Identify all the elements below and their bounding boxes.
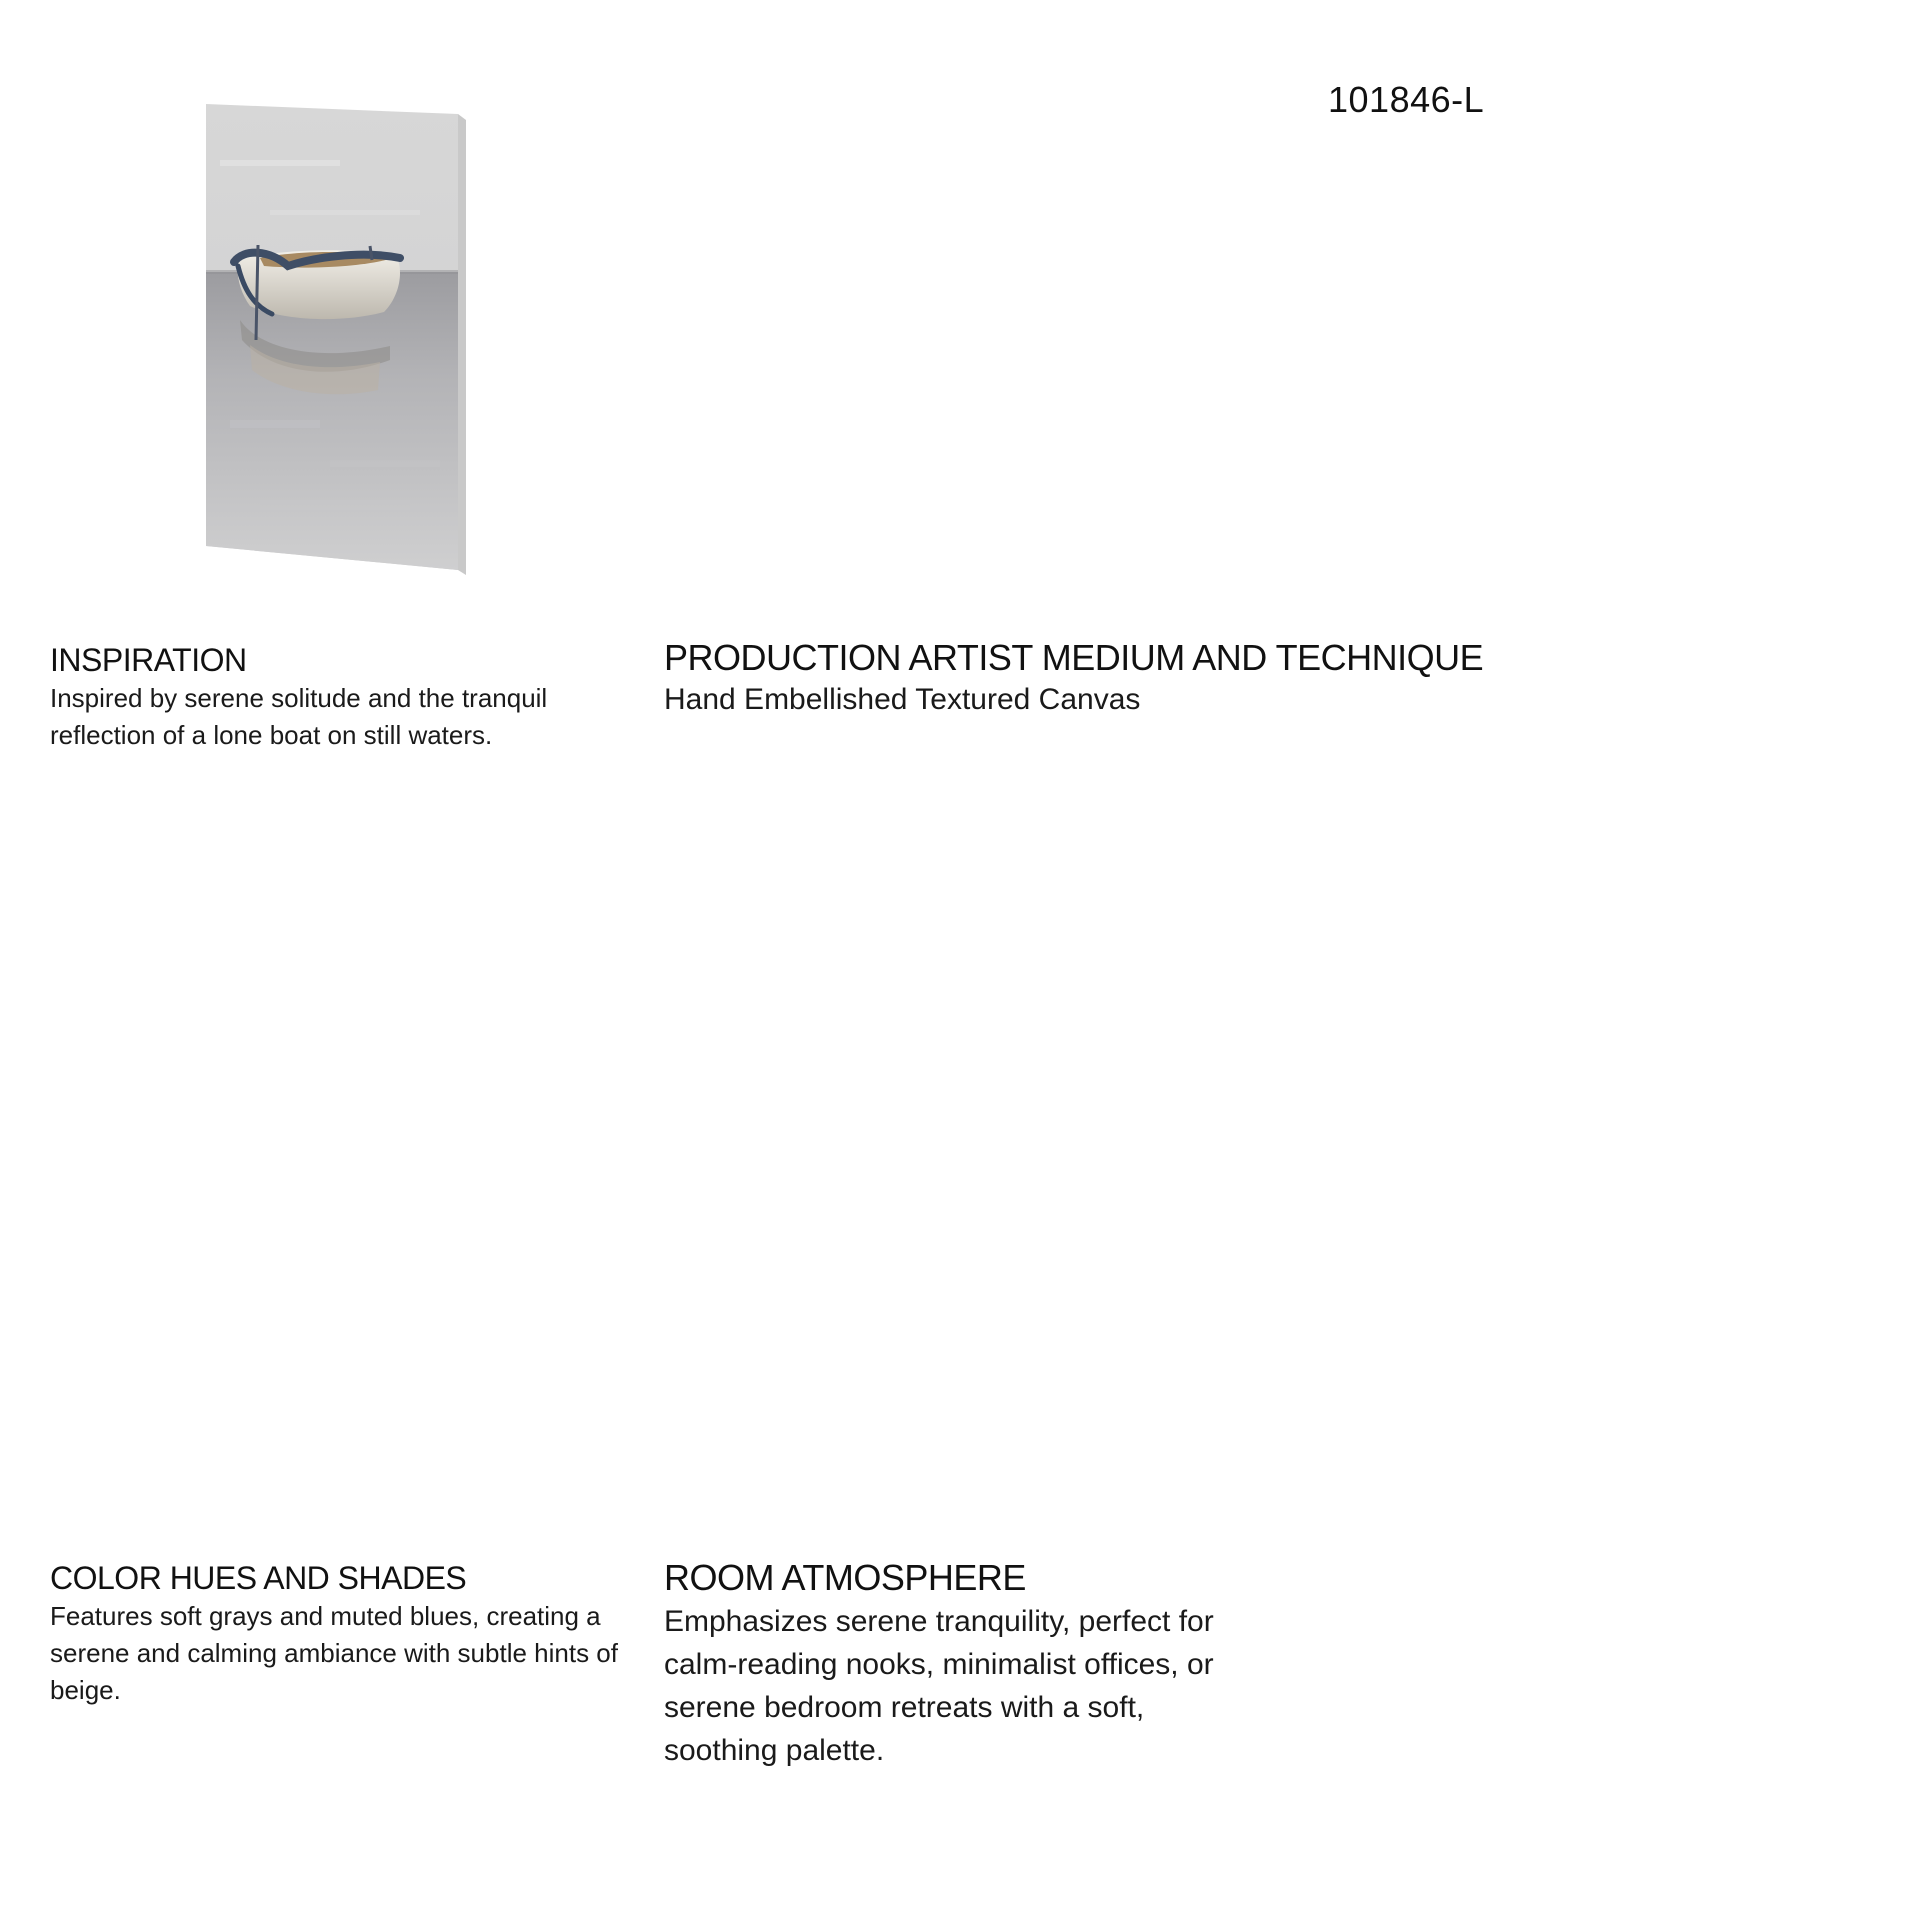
inspiration-text: Inspired by serene solitude and the tranquil reflection of a lone boat on still waters. [50, 683, 548, 750]
color-hues-text: Features soft grays and muted blues, creating a serene and calming ambiance with subtle hints of beige. [50, 1601, 618, 1705]
product-sku: 101846-L [1328, 79, 1485, 120]
color-hues-section [50, 1558, 640, 1709]
medium-technique-text: Hand Embellished Textured Canvas [664, 683, 1141, 716]
inspiration-heading: INSPIRATION [50, 642, 247, 678]
room-atmosphere-text: Emphasizes serene tranquility, perfect for calm-reading nooks, minimalist offices, or serene bedroom retreats with a soft, soothing palette. [664, 1605, 1214, 1767]
medium-technique-heading: PRODUCTION ARTIST MEDIUM AND TECHNIQUE [664, 637, 1484, 678]
room-atmosphere-section [664, 1556, 1264, 1772]
room-atmosphere-heading: ROOM ATMOSPHERE [664, 1557, 1026, 1598]
artwork-canvas-image [200, 100, 470, 575]
medium-technique-section [664, 636, 1664, 720]
inspiration-section [50, 640, 630, 754]
color-hues-heading: COLOR HUES AND SHADES [50, 1560, 467, 1596]
